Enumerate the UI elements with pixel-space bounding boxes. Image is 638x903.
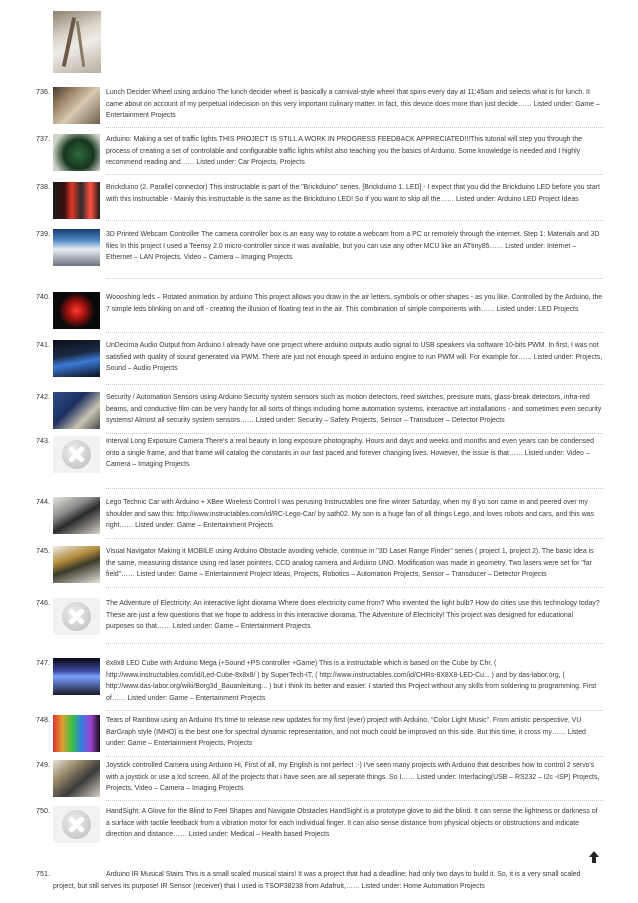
image-placeholder-icon [62,440,91,469]
item-number: 746. [36,598,50,607]
item-description[interactable]: Interval Long Exposure Camera There's a real beauty in long exposure photography. Hours and days and weeks and months and even years can be condensed onto a single frame, and that frame will catalog the constants in our fast paced and forever changing lives. However, the issue is that…… Listed under: Video – Camera – Imaging Projects [106,438,594,468]
divider [106,538,603,539]
divider [106,756,603,757]
item-number: 745. [36,546,50,555]
item-description[interactable]: 8x8x8 LED Cube with Arduino Mega (+Sound +PS controller +Game) This is a instructable which is based on the Cube by Chr, ( http://www.instructables.com/id/Led-Cube-8x8x8/ ) by SuperTech-IT, ( http://www.instructables.com/id/CHRs-8X8X8-LED-Cu... ) and by das-labor.org, ( http://www.das-labor.org/wiki/Borg3d_Bauanleitung... ) but i think its better and easier. I started this Project without any skills from soldering to programming. First of…… Listed under: Game – Entertainment Projects [106,660,597,702]
item-description[interactable]: Woooshing leds – Rotated animation by arduino This project allows you draw in the air letters, symbols or other shapes - as you like. Controlled by the Arduino, the 7 simple leds blinking on and off - creating the illusion of floating text in the air. This combination of simple components with…… Listed under: LED Projects [106,294,603,313]
divider [106,710,603,711]
item-number: 736. [36,87,50,96]
divider [106,587,603,588]
project-thumbnail[interactable] [53,392,100,429]
item-number: 743. [36,436,50,445]
item-number: 748. [36,715,50,724]
divider [106,800,603,801]
project-thumbnail[interactable] [53,11,101,73]
project-thumbnail[interactable] [53,436,100,473]
item-number: 751. [36,869,50,878]
project-thumbnail[interactable] [53,182,100,219]
item-description[interactable]: Joystick controlled Camera using Arduino Hi, First of all, my English is not perfect :-) I've seen many projects with Arduino that describes how to control 2 servo's with a joystick or use a lcd screen. All of the projects that i have seen are all seperate things. So I…… Listed under: Interfacing(USB – RS232 – I2c -ISP) Projects, Projects, Video – Camera – Imaging Projects [106,762,600,792]
up-arrow-icon[interactable] [589,850,599,862]
item-number: 738. [36,182,50,191]
item-number: 750. [36,806,50,815]
project-thumbnail[interactable] [53,497,100,534]
divider [106,332,603,333]
item-number: 744. [36,497,50,506]
item-number: 747. [36,658,50,667]
project-thumbnail[interactable] [53,658,100,695]
item-number: 749. [36,760,50,769]
project-thumbnail[interactable] [53,546,100,583]
divider [106,220,603,221]
divider [106,174,603,175]
item-number: 740. [36,292,50,301]
item-description[interactable]: Arduino: Making a set of traffic lights THIS PROJECT IS STILL A WORK IN PROGRESS FEEDBACK APPRECIATED!!!This tutorial will step you through the process of creating a set of controlable and configurable traffic lights whilst also teaching you the basics of Arduino. Some knowledge is needed and I highly recommend reading and…… Listed under: Car Projects, Projects [106,136,583,166]
project-thumbnail[interactable] [53,134,100,171]
item-description[interactable]: Brickduino (2. Parallel connector) This instructable is part of the "Brickduino" series. [Brickduino 1. LED] - I expect that you did the Brickduino LED before you start with this instructable - Mainly this instructable is the same as the Brickduino LED! So if you want to skip all the…… Listed under: Arduino LED Project Ideas [106,184,600,203]
divider [106,643,603,644]
item-description[interactable]: Security / Automation Sensors using Arduino Security system sensors such as motion detectors, reed switches, pressure mats, glass-break detectors, infra-red beams, and conductive film can be very handy for all sorts of things including home automation systems, interactive art installations - and sometimes even security systems! Almost all security system sensors…… Listed under: Security – Safety Projects, Sensor – Transducer – Detector Projects [106,394,602,424]
divider [106,127,603,128]
divider [106,384,603,385]
project-thumbnail[interactable] [53,760,100,797]
project-thumbnail[interactable] [53,806,100,843]
project-thumbnail[interactable] [53,340,100,377]
project-thumbnail[interactable] [53,229,100,266]
item-description[interactable]: Tears of Rainbow using an Arduino It's time to release new updates for my first (ever) project with Arduino, "Color Light Music". From artistic perspective, VU BarGraph style (IMHO) is the best one for spectral dynamic representation, and not much could be improved on this side. But this time, it cross my…… Listed under: Game – Entertainment Projects, Projects [106,717,586,747]
item-description[interactable]: Visual Navigator Making it MOBILE using Arduino Obstacle avoiding vehicle, continue in "3D Laser Range Finder" series ( project 1, project 2). The basic idea is the same, measuring distance using red laser pointers, CCD analog camera and Arduino UNO. Modification was made in geometry. Two lasers were set for "far field"…… Listed under: Game – Entertainment Project Ideas, Projects, Robotics – Automation Projects, Sensor – Transducer – Detector Projects [106,548,594,578]
item-description[interactable]: UnDecima Audio Output from Arduino I already have one project where arduino outputs audio signal to USB speakers via software 10-bits PWM. In first, I was not satisfied with quality of sound generated via PWM. There are just not enough speed in arduino engine to run PWM will. For example for…… Listed under: Projects, Sound – Audio Projects [106,342,603,372]
item-description[interactable]: Lego Technic Car with Arduino + XBee Wireless Control I was perusing Instructables one fine winter Saturday, when my 8 yo son came in and peered over my shoulder and saw this: http://www.instructables.com/id/RC-Lego-Car/ by sath02. My son is a huge fan of all things Lego, and loves robots and cars, and this was right…… Listed under: Game – Entertainment Projects [106,499,594,529]
project-thumbnail[interactable] [53,715,100,752]
item-number: 742. [36,392,50,401]
item-number: 737. [36,134,50,143]
item-description[interactable]: HandSight: A Glove for the Blind to Feel Shapes and Navigate Obstacles HandSight is a prototype glove to aid the blind. It can sense the lightness or darkness of a surface with tactile feedback from a vibration motor for each individual finger. It can also sense distance from physical objects or obstructions and indicate direction and distance…… Listed under: Medical – Health based Projects [106,808,598,838]
divider [106,278,603,279]
item-number: 741. [36,340,50,349]
project-thumbnail[interactable] [53,87,100,124]
project-thumbnail[interactable] [53,598,100,635]
item-description[interactable]: 3D Printed Webcam Controller The camera controller box is an easy way to rotate a webcam from a PC or remotely through the internet. Step 1: Materials and 3D files In this project I used a Teensy 2.0 micro-controller since it was available, but you can use any other MCU like an ATtiny85…… Listed under: Internet – Ethernet – LAN Projects, Video – Camera – Imaging Projects [106,231,600,261]
item-description[interactable]: The Adventure of Electricity: An interactive light diorama Where does electricity come from? Who invented the light bulb? How do cities use this technology today? These are just a few questions that we hope to address in this interactive diorama, The Adventure of Electricity! This project was designed for educational purposes so that…… Listed under: Game – Entertainment Projects [106,600,600,630]
item-description[interactable]: Arduino IR Musical Stairs This is a small scaled musical stairs! It was a project that had a deadline; had only two days to build it. So, it is a very small scaled project, but still serves its purpose! IR Sensor (receiver) that I used is TSOP38238 from Adafruit,…… Listed under: Home Automation Projects [53,871,581,890]
image-placeholder-icon [62,810,91,839]
image-placeholder-icon [62,602,91,631]
item-description[interactable]: Lunch Decider Wheel using arduino The lunch decider wheel is basically a carnival-style wheel that spins every day at 11:45am and selects what is for lunch. It came about on account of my perpetual indecision on this very important culinary matter. In fact, this device does more than just decide…… Listed under: Game – Entertainment Projects [106,89,600,119]
item-number: 739. [36,229,50,238]
divider [106,433,603,434]
divider [106,488,603,489]
project-thumbnail[interactable] [53,292,100,329]
